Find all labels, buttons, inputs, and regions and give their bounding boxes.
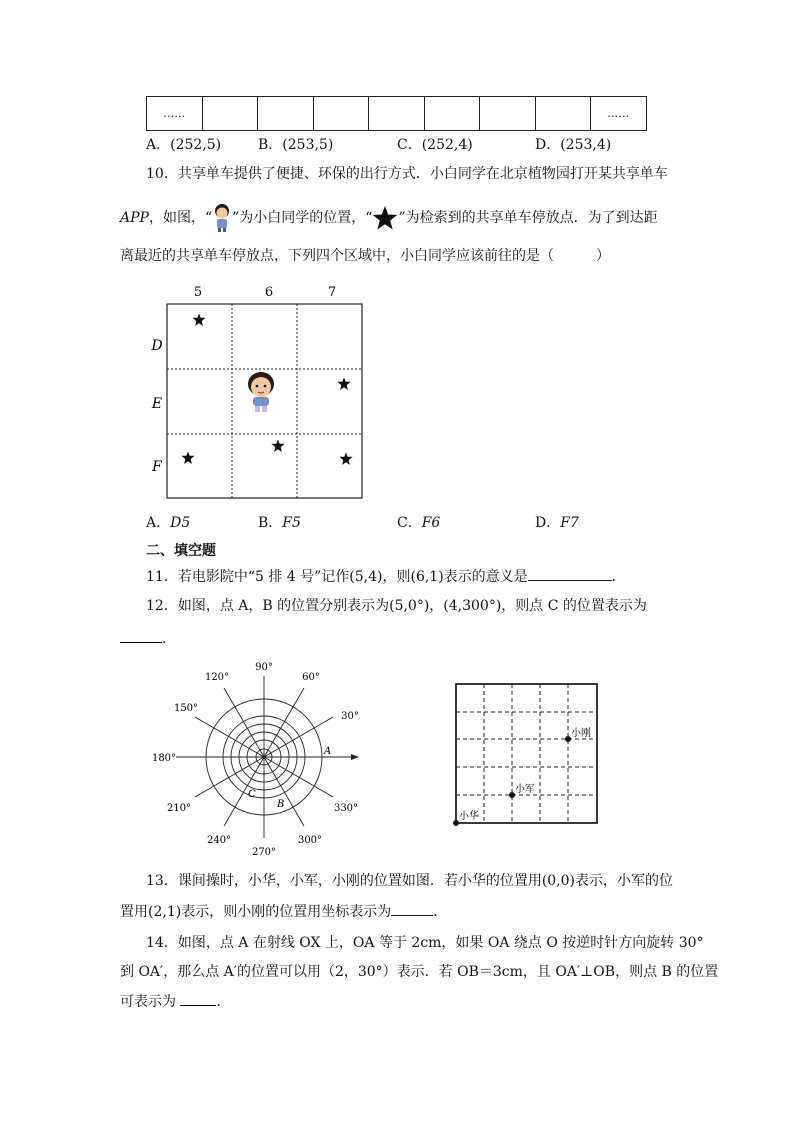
table-cell bbox=[202, 97, 258, 131]
row-label-e: E bbox=[151, 396, 163, 412]
q11-end: ． bbox=[611, 569, 626, 585]
q13-stem: 置用(2,1)表示，则小刚的位置用坐标表示为 bbox=[120, 904, 392, 920]
q14-line2: 到 OA′，那么点 A′的位置可以用（2，30°）表示．若 OB＝3cm，且 OA′⊥OB，则点 B 的位置 bbox=[120, 964, 719, 980]
q14-line1: 14．如图，点 A 在射线 OX 上，OA 等于 2cm，如果 OA 绕点 O 按逆时针方向旋转 30° bbox=[146, 935, 704, 951]
col-label-5: 5 bbox=[193, 285, 203, 300]
q12-answer-blank[interactable] bbox=[120, 628, 162, 643]
row-label-f: F bbox=[152, 459, 162, 475]
angle-label-240: 240° bbox=[206, 835, 232, 846]
point-label-c: C bbox=[248, 789, 256, 800]
q11-text bbox=[146, 566, 626, 587]
star-icon bbox=[372, 205, 398, 231]
section-heading-fill-in: 二、填空题 bbox=[146, 543, 216, 559]
table-cell: …… bbox=[147, 97, 203, 131]
angle-label-120: 120° bbox=[204, 672, 230, 683]
bike-star-icon bbox=[337, 377, 350, 390]
bike-star-icon bbox=[339, 452, 352, 465]
angle-label-270: 270° bbox=[251, 847, 277, 858]
q11-stem: 11．若电影院中“5 排 4 号”记作(5,4)，则(6,1)表示的意义是 bbox=[146, 569, 528, 585]
col-label-7: 7 bbox=[327, 285, 337, 300]
q10-option-c-letter: C． bbox=[397, 515, 422, 531]
q10-line2 bbox=[120, 203, 658, 233]
q10-option-a-value: D5 bbox=[170, 515, 191, 531]
student-figure-icon bbox=[248, 372, 274, 412]
table-cell bbox=[258, 97, 314, 131]
bike-star-icon bbox=[181, 451, 194, 464]
col-label-6: 6 bbox=[264, 285, 274, 300]
q12-end: ． bbox=[162, 631, 176, 647]
q10-option-b-value: F5 bbox=[282, 515, 301, 531]
classmate-grid-figure bbox=[450, 680, 602, 828]
q12-line1: 12．如图，点 A，B 的位置分别表示为(5,0°)，(4,300°)，则点 C 的位置表示为 bbox=[146, 598, 647, 614]
q9-option-d: D．(253,4) bbox=[535, 137, 612, 153]
q13-line2 bbox=[120, 901, 447, 922]
q9-option-a: A．(252,5) bbox=[146, 137, 222, 153]
q14-end: ． bbox=[216, 994, 231, 1010]
label-xiaojun: 小军 bbox=[515, 784, 535, 795]
axis-arrow-icon bbox=[351, 754, 359, 760]
angle-label-300: 300° bbox=[297, 835, 323, 846]
angle-label-330: 330° bbox=[333, 803, 359, 814]
q9-option-b: B．(253,5) bbox=[258, 137, 334, 153]
angle-label-90: 90° bbox=[255, 662, 273, 673]
q13-end: ． bbox=[433, 904, 448, 920]
label-xiaohua: 小华 bbox=[459, 811, 479, 822]
table-cell bbox=[535, 97, 591, 131]
table-cell: …… bbox=[591, 97, 647, 131]
table-row bbox=[147, 97, 647, 131]
q10-option-b bbox=[258, 512, 301, 532]
table-cell bbox=[480, 97, 536, 131]
q10-option-a-letter: A． bbox=[146, 515, 171, 531]
q10-option-c bbox=[397, 512, 440, 532]
row-label-d: D bbox=[151, 338, 163, 354]
table-cell bbox=[369, 97, 425, 131]
polar-figure bbox=[148, 658, 370, 858]
point-label-a: A bbox=[324, 746, 332, 757]
q13-answer-blank[interactable] bbox=[391, 901, 433, 916]
sequence-table bbox=[146, 96, 647, 131]
q12-line2 bbox=[120, 628, 176, 649]
bike-star-icon bbox=[192, 313, 205, 326]
q10-option-d-letter: D． bbox=[535, 515, 561, 531]
angle-label-210: 210° bbox=[166, 803, 192, 814]
angle-label-30: 30° bbox=[341, 711, 359, 722]
q10-line3: 离最近的共享单车停放点，下列四个区域中，小白同学应该前往的是（ ） bbox=[120, 248, 610, 264]
q14-answer-blank[interactable] bbox=[180, 991, 216, 1006]
q11-answer-blank[interactable] bbox=[528, 566, 612, 581]
q14-line3 bbox=[120, 991, 230, 1012]
q10-line1: 10．共享单车提供了便捷、环保的出行方式．小白同学在北京植物园打开某共享单车 bbox=[146, 166, 668, 182]
q10-line2-d: ”为检索到的共享单车停放点．为了到达距 bbox=[398, 210, 658, 226]
q10-option-c-value: F6 bbox=[421, 515, 441, 531]
q10-line2-c: ”为小白同学的位置，“ bbox=[232, 210, 373, 226]
q10-option-d-value: F7 bbox=[560, 515, 579, 531]
angle-label-150: 150° bbox=[173, 703, 199, 714]
q10-option-a bbox=[146, 512, 190, 532]
q10-option-b-letter: B． bbox=[258, 515, 283, 531]
bike-star-icon bbox=[271, 439, 284, 452]
table-cell bbox=[424, 97, 480, 131]
student-icon bbox=[212, 203, 232, 233]
table-cell bbox=[313, 97, 369, 131]
angle-label-180: 180° bbox=[151, 753, 177, 764]
point-label-b: B bbox=[277, 799, 285, 810]
angle-label-60: 60° bbox=[302, 672, 320, 683]
label-xiaogang: 小刚 bbox=[571, 728, 591, 739]
q10-option-d bbox=[535, 512, 579, 532]
q14-stem: 可表示为 bbox=[120, 994, 181, 1010]
app-text: APP bbox=[120, 210, 149, 226]
q9-option-c: C．(252,4) bbox=[397, 137, 473, 153]
q10-line2-b: ，如图，“ bbox=[148, 210, 213, 226]
bike-map-figure bbox=[140, 280, 380, 505]
q13-line1: 13．课间操时，小华，小军，小刚的位置如图．若小华的位置用(0,0)表示，小军的位 bbox=[146, 873, 674, 889]
